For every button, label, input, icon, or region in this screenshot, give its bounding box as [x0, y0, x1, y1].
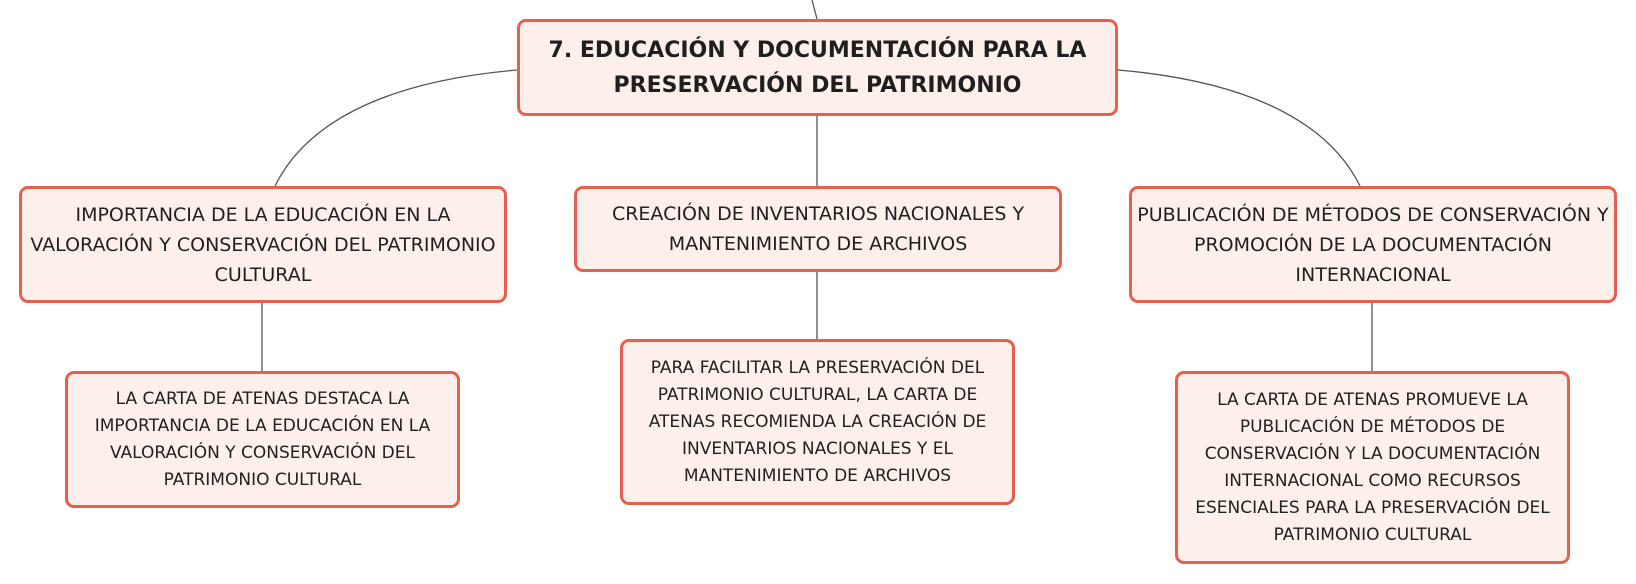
branch-node-title: CREACIÓN DE INVENTARIOS NACIONALES Y MANTENIMIENTO DE ARCHIVOS	[611, 203, 1025, 255]
branch-node-title: PUBLICACIÓN DE MÉTODOS DE CONSERVACIÓN Y PROMOCIÓN DE LA DOCUMENTACIÓN INTERNACIONAL	[1137, 203, 1609, 286]
detail-node-inventories[interactable]	[620, 339, 1015, 505]
connector-root-to-branch-1	[275, 70, 517, 186]
root-node[interactable]	[517, 19, 1118, 116]
connector-incoming	[812, 0, 817, 19]
root-node-title: 7. EDUCACIÓN Y DOCUMENTACIÓN PARA LA PRESERVACIÓN DEL PATRIMONIO	[548, 37, 1087, 98]
detail-node-text: LA CARTA DE ATENAS PROMUEVE LA PUBLICACIÓN DE MÉTODOS DE CONSERVACIÓN Y LA DOCUMENTACIÓN INTERNACIONAL COMO RECURSOS ESENCIALES PARA LA PRESERVACIÓN DEL PATRIMONIO CULTURAL	[1195, 389, 1550, 545]
detail-node-text: PARA FACILITAR LA PRESERVACIÓN DEL PATRIMONIO CULTURAL, LA CARTA DE ATENAS RECOMIENDA LA CREACIÓN DE INVENTARIOS NACIONALES Y EL MANTENIMIENTO DE ARCHIVOS	[648, 357, 987, 486]
connector-root-to-branch-3	[1118, 70, 1360, 186]
branch-node-publication[interactable]	[1129, 186, 1617, 303]
detail-node-publication[interactable]	[1175, 371, 1570, 564]
detail-node-text: LA CARTA DE ATENAS DESTACA LA IMPORTANCIA DE LA EDUCACIÓN EN LA VALORACIÓN Y CONSERVACIÓN DEL PATRIMONIO CULTURAL	[94, 388, 431, 490]
branch-node-title: IMPORTANCIA DE LA EDUCACIÓN EN LA VALORACIÓN Y CONSERVACIÓN DEL PATRIMONIO CULTURAL	[30, 203, 496, 286]
detail-node-education[interactable]	[65, 371, 460, 508]
branch-node-inventories[interactable]	[574, 186, 1062, 272]
branch-node-education[interactable]	[19, 186, 507, 303]
